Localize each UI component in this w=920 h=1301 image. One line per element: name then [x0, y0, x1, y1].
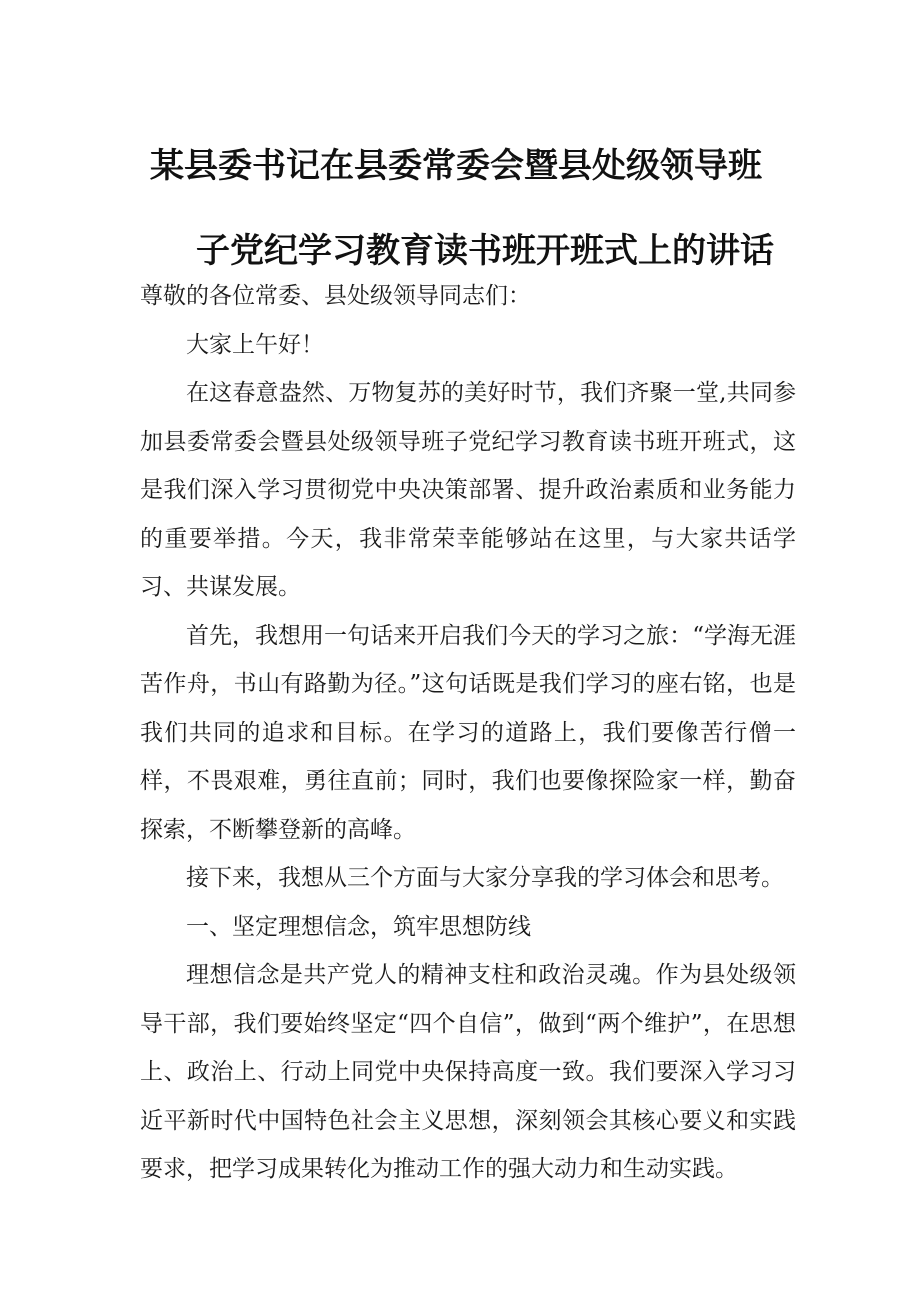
paragraph-ideals: 理想信念是共产党人的精神支柱和政治灵魂。作为县处级领导干部，我们要始终坚定“四个自信”，做到“两个维护”，在思想上、政治上、行动上同党中央保持高度一致。我们要深入学习习近平新时代中国特色社会主义思想，深刻领会其核心要义和实践要求，把学习成果转化为推动工作的强大动力和生动实践。 [140, 962, 796, 1182]
paragraph-quote: 首先，我想用一句话来开启我们今天的学习之旅：“学海无涯苦作舟，书山有路勤为径。”这句话既是我们学习的座右铭，也是我们共同的追求和目标。在学习的道路上，我们要像苦行僧一样，不畏艰难，勇往直前；同时，我们也要像探险家一样，勤奋探索，不断攀登新的高峰。 [140, 622, 796, 843]
salutation: 尊敬的各位常委、县处级领导同志们： [140, 283, 531, 309]
document-title-line-2: 子党纪学习教育读书班开班式上的讲话 [196, 231, 774, 271]
paragraph-opening: 在这春意盎然、万物复苏的美好时节，我们齐聚一堂,共同参加县委常委会暨县处级领导班子党纪学习教育读书班开班式，这是我们深入学习贯彻党中央决策部署、提升政治素质和业务能力的重要举措。今天，我非常荣幸能够站在这里，与大家共话学习、共谋发展。 [140, 380, 796, 600]
section-heading-1: 一、坚定理想信念，筑牢思想防线 [186, 913, 531, 940]
document-title-line-1: 某县委书记在县委常委会暨县处级领导班 [150, 146, 762, 186]
paragraph-outline: 接下来，我想从三个方面与大家分享我的学习体会和思考。 [186, 865, 784, 891]
document-body [140, 272, 796, 1194]
paragraph-greeting: 大家上午好！ [186, 331, 324, 358]
